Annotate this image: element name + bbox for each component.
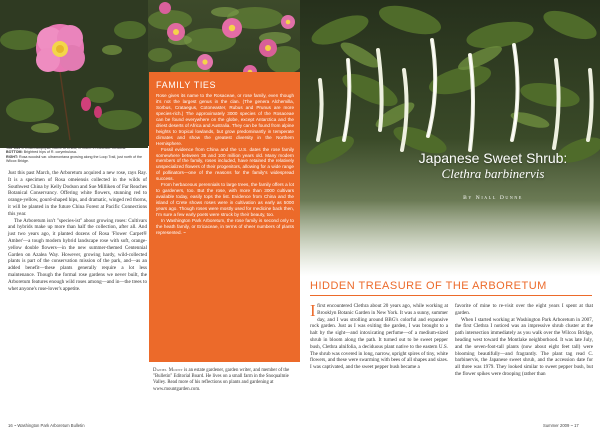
byline: By Niall Dunne bbox=[463, 195, 523, 201]
sidebar-paragraph: Rose gives its name to the Rosaceae, or rose family, even though it's not the largest genus in the clan. (The genera Alchemilla, Sorbus, Crataegus, Cotoneaster, Rubus and Prunus are more species-rich.) The approximately 3000 species of the Rosaceae can be found everywhere on the globe, except Antarctica and the driest deserts of Africa and Australia. They can be found from alpine heights to tropical lowlands, but grow predominantly in temperate climates and show the greatest diversity in the Northern Hemisphere. bbox=[156, 93, 294, 146]
end-mark-icon: ~ bbox=[183, 229, 186, 235]
sidebar-title: FAMILY TIES bbox=[156, 80, 217, 90]
body-paragraph: The Arboretum isn't "species-ist" about growing roses: Cultivars and hybrids make up more than half the collection, after all. And just two years ago, it planted dozens of Rosa 'Flower Carpet® Amber'—a tough modern hybrid landscape rose with soft, orange-yellow double flowers—in the new summer-themed Centennial Garden on Azalea Way. However, growing hardy, wild-collected plants is part of the conservation mission of the park, and—as an added benefit—these plants generally require a lot less maintenance. Though the formal rose gardens we never built, the Arboretum features enough wild roses among—and in—the trees to whet anyone's rose-lover's appetite. bbox=[8, 217, 147, 292]
sidebar-last-text: In Washington Park Arboretum, the rose family is second only to the heath family, or Ericaceae, in terms of sheer numbers of plants represented. bbox=[156, 218, 294, 235]
family-ties-sidebar bbox=[149, 72, 300, 362]
sidebar-paragraph bbox=[156, 218, 294, 236]
right-body-column-2 bbox=[455, 303, 593, 378]
body-paragraph: Just this past March, the Arboretum acquired a new rose, rays Ray. It is a specimen of Rosa omeiensis collected in the wilds of Southwest China by Kelly Dodson and Sue Milliken of Far Reaches Botanical Conservancy. Offering white flowers, stunning red to orange-yellow, gourd-shaped hips, and dramatic, winged red thorns, it will be planted in the future China Forest at Pacific Connections this year. bbox=[8, 170, 147, 217]
caption-right-label: RIGHT: bbox=[6, 154, 18, 159]
sidebar-paragraph: Fossil evidence from China and the U.S. dates the rose family somewhere between 35 and 100 million years old. Many modern members of the family, roses included, have retained the relatively unspecialized flowers of their progenitors, allowing for a wide range of pollinators—one of the reasons for the family's widespread success. bbox=[156, 146, 294, 182]
sidebar-paragraph: From herbaceous perennials to large trees, the family offers a lot to gardeners, too. But the rose, with more than 3000 cultivars available today, easily tops the list. Evidence from China and the island of Crete shows roses were in cultivation as early as 5000 years ago. Though roses were mostly used for medicine back then, I'm sure a few early poets were struck by their beauty, too. bbox=[156, 182, 294, 218]
section-heading: HIDDEN TREASURE OF THE ARBORETUM bbox=[310, 280, 547, 292]
drop-cap: I bbox=[310, 301, 316, 320]
caption-top-left-text: Rosa calophylla, native to China, in flower in Cascade Meadow. bbox=[25, 146, 127, 150]
folio-right: Summer 2009 ~ 17 bbox=[543, 423, 579, 428]
rose-closeup-photo bbox=[0, 0, 148, 148]
caption-top-left-label: TOP LEFT: bbox=[6, 146, 25, 150]
opening-text: first encountered Clethra about 20 years ago, while working at Brooklyn Botanic Garden in New York. It was a sunny, summer day, and I was strolling around BBG's colorful and expansive rock garden. Just as I was exiting the garden, I was brought to a halt by the sight—and intoxicating perfume—of a medium-sized shrub in bloom along the path. It turned out to be sweet pepper bush, Clethra alnifolia, a deciduous plant native to the eastern U.S. The shrub was covered in long, narrow, upright spires of tiny, white flowers, and these were swarming with bees of all shapes and sizes. I was captivated, and the sweet pepper bush became a bbox=[310, 303, 448, 371]
folio-left: 16 ~ Washington Park Arboretum Bulletin bbox=[8, 423, 85, 428]
author-name: Daniel Mount bbox=[153, 368, 183, 373]
caption-bottom-text: Brightred hips of R. corymbulosa. bbox=[23, 150, 77, 155]
article-subtitle: Clethra barbinervis bbox=[441, 166, 545, 181]
caption-bottom-label: BOTTOM: bbox=[6, 150, 23, 155]
left-body-column bbox=[8, 170, 147, 292]
author-bio-text: is an estate gardener, garden writer, and member of the "Bulletin" Editorial Board. He lives on a small farm in the Snoqualmie Valley. Read more of his reflections on plants and gardening at www.mountgarden.com. bbox=[153, 368, 290, 392]
article-title: Japanese Sweet Shrub: bbox=[418, 150, 568, 166]
right-body-column-1 bbox=[310, 303, 448, 371]
sidebar-text bbox=[156, 93, 294, 236]
heading-rule bbox=[310, 295, 592, 296]
right-page bbox=[300, 0, 600, 444]
body-paragraph: When I started working at Washington Park Arboretum in 2007, the first Clethra I noticed was an impressive shrub cluster at the path intersection immediately as you walk over the Wilcox Bridge, heading west toward the Montlake neighborhood. It was late July, and the seven-foot-tall plants (now about eight feet tall) were blooming beautifully—and fragrantly. The plant tag read C. barbinervis, the Japanese sweet shrub, and the accession date for all three was 1979. They looked similar to sweet pepper bush, but the flower spikes were drooping (rather than bbox=[455, 316, 593, 377]
body-paragraph: favorite of mine to re-visit over the eight years I spent at that garden. bbox=[455, 303, 593, 316]
opening-paragraph bbox=[310, 303, 448, 371]
clethra-photo bbox=[300, 0, 600, 276]
caption-right-text: Rosa woodsii var. ultramontana growing along the Loop Trail, just north of the Wilcox Bridge. bbox=[6, 154, 143, 164]
author-bio bbox=[153, 368, 295, 393]
photo-caption bbox=[6, 146, 146, 164]
